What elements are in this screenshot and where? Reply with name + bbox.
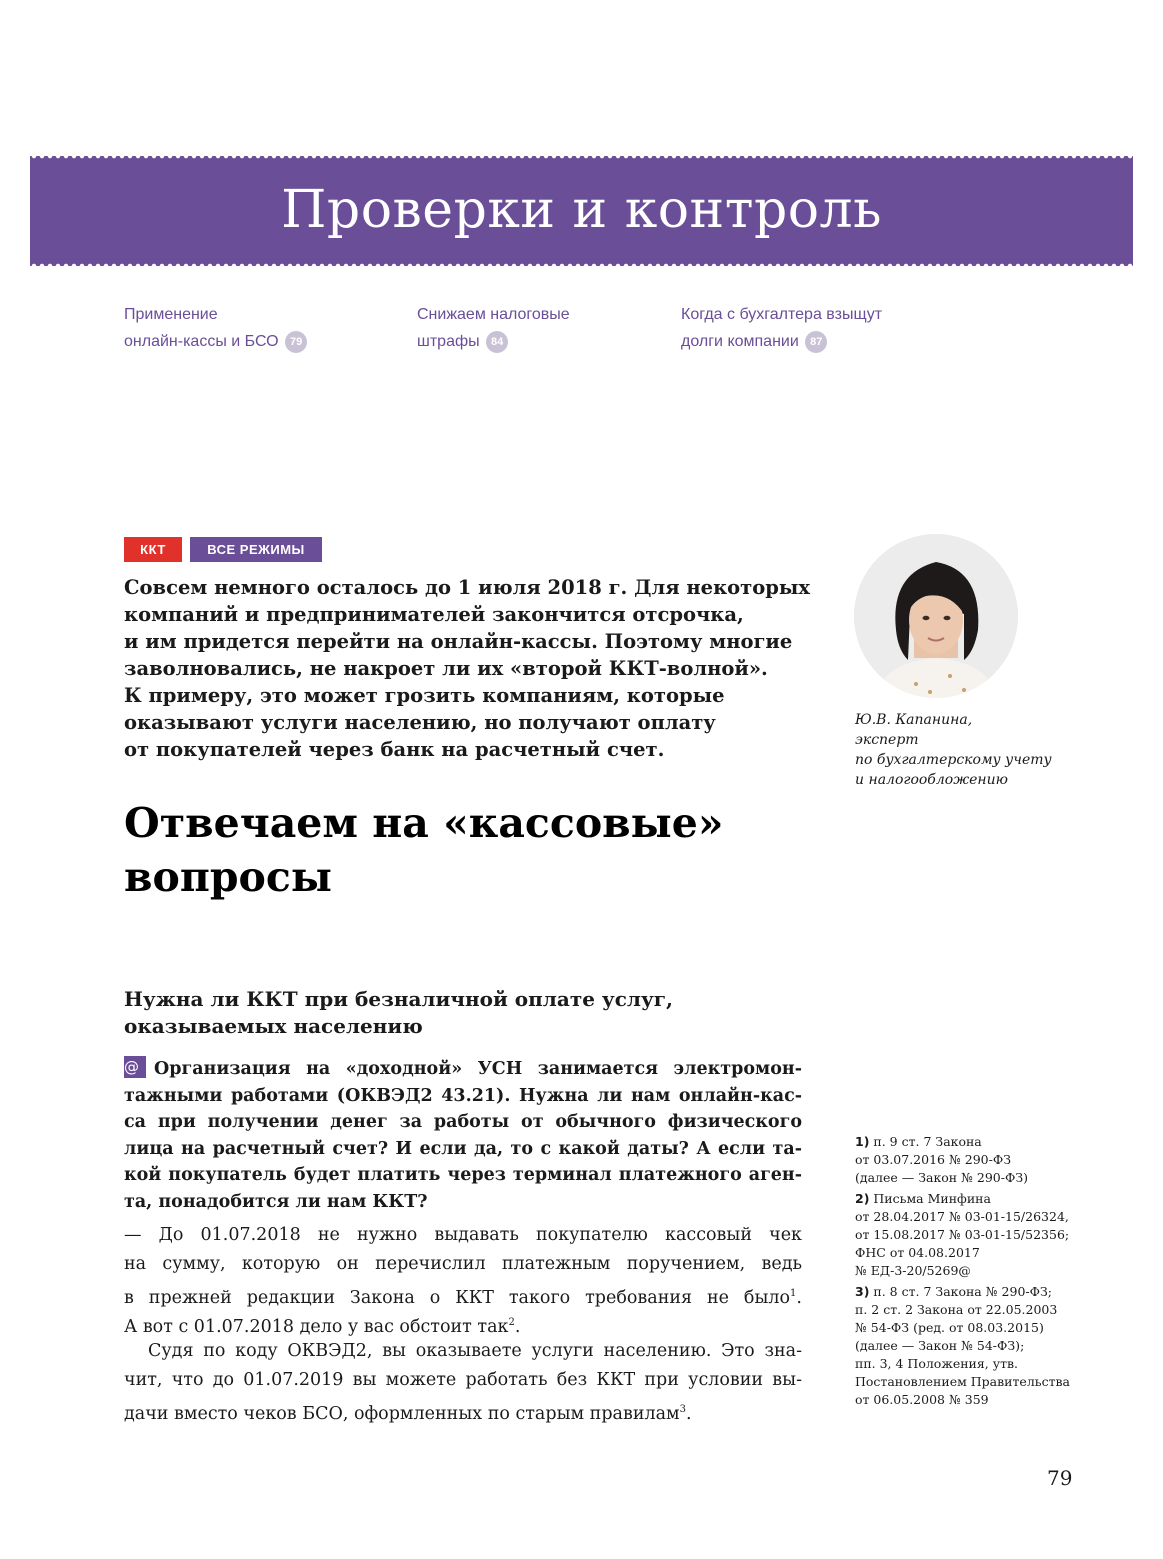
footnote-ref[interactable]: 3 xyxy=(679,1404,687,1415)
footnote-line: от 15.08.2017 № 03-01-15/52356; xyxy=(855,1227,1070,1242)
author-portrait-icon xyxy=(854,534,1018,698)
question-line: Организация на «доходной» УСН занимается электромон- xyxy=(154,1059,802,1079)
nav-link-line: Применение xyxy=(124,306,218,323)
lead-line: компаний и предпринимателей закончится отсрочка, xyxy=(124,603,744,626)
question-line: са при получении денег за работы от обычного физического xyxy=(124,1112,802,1132)
footnote xyxy=(855,1190,1095,1280)
nav-link-line: Снижаем налоговые xyxy=(417,306,570,323)
answer-line: на сумму, которую он перечислил платежным поручением, ведь xyxy=(124,1254,802,1274)
expert-answer xyxy=(124,1221,802,1424)
footnote xyxy=(855,1133,1095,1187)
author-role: эксперт xyxy=(855,732,919,748)
nav-link-line: штрафы xyxy=(417,333,480,350)
page-badge: 79 xyxy=(285,331,307,353)
reader-question xyxy=(124,1056,802,1215)
footnote-line: п. 9 ст. 7 Закона xyxy=(873,1134,982,1149)
answer-line: Судя по коду ОКВЭД2, вы оказываете услуги населению. Это зна- xyxy=(148,1341,802,1361)
answer-text: в прежней редакции Закона о ККТ такого требования не было xyxy=(124,1287,791,1308)
tag-all-modes: ВСЕ РЕЖИМЫ xyxy=(190,537,322,562)
lead-line: К примеру, это может грозить компаниям, которые xyxy=(124,684,725,707)
answer-text: А вот с 01.07.2018 дело у вас обстоит так xyxy=(124,1316,509,1337)
page-badge: 87 xyxy=(805,331,827,353)
answer-text: . xyxy=(514,1316,521,1337)
footnote-line: (далее — Закон № 54-ФЗ); xyxy=(855,1338,1025,1353)
nav-link-tax-fines[interactable] xyxy=(417,301,570,355)
footnote-line: ФНС от 04.08.2017 xyxy=(855,1245,980,1260)
lead-line: от покупателей через банк на расчетный счет. xyxy=(124,738,665,761)
author-name: Ю.В. Капанина, xyxy=(855,712,973,728)
question-line: кой покупатель будет платить через терминал платежного аген- xyxy=(124,1165,802,1185)
nav-link-accountant-debts[interactable] xyxy=(681,301,882,355)
answer-line xyxy=(124,1395,802,1424)
footnote-ref[interactable]: 1 xyxy=(790,1288,797,1299)
answer-line: чит, что до 01.07.2019 вы можете работать без ККТ при условии вы- xyxy=(124,1370,802,1390)
headline-line: вопросы xyxy=(124,853,332,901)
nav-link-line: долги компании xyxy=(681,333,799,350)
section-title: Проверки и контроль xyxy=(281,180,882,240)
author-role: по бухгалтерскому учету xyxy=(855,752,1052,768)
footnote-line: Письма Минфина xyxy=(873,1191,991,1206)
question-line: лица на расчетный счет? И если да, то с какой даты? А если та- xyxy=(124,1138,802,1159)
footnote-line: № 54-ФЗ (ред. от 08.03.2015) xyxy=(855,1320,1044,1335)
lead-line: и им придется перейти на онлайн-кассы. Поэтому многие xyxy=(124,630,793,653)
author-role: и налогообложению xyxy=(855,772,1008,788)
footnote-line: № ЕД-3-20/5269@ xyxy=(855,1263,971,1278)
question-line: та, понадобится ли нам ККТ? xyxy=(124,1191,428,1212)
footnote-line: от 28.04.2017 № 03-01-15/26324, xyxy=(855,1209,1069,1224)
nav-link-line: онлайн-кассы и БСО xyxy=(124,333,279,350)
article-headline xyxy=(124,796,824,904)
answer-line xyxy=(124,1279,802,1308)
author-caption xyxy=(855,710,1095,790)
author-photo xyxy=(854,534,1018,698)
footnote-line: от 06.05.2008 № 359 xyxy=(855,1392,989,1407)
answer-text: дачи вместо чеков БСО, оформленных по старым правилам xyxy=(124,1403,680,1424)
question-heading xyxy=(124,986,814,1040)
footnote-line: пп. 3, 4 Положения, утв. xyxy=(855,1356,1019,1371)
lead-line: Совсем немного осталось до 1 июля 2018 г. Для некоторых xyxy=(124,576,811,599)
footnote-line: п. 8 ст. 7 Закона № 290-ФЗ; xyxy=(873,1284,1052,1299)
footnote xyxy=(855,1283,1095,1409)
headline-line: Отвечаем на «кассовые» xyxy=(124,799,724,847)
page-badge: 84 xyxy=(486,331,508,353)
footnote-number: 1) xyxy=(855,1134,870,1149)
question-line: тажными работами (ОКВЭД2 43.21). Нужна ли нам онлайн-кас- xyxy=(124,1085,802,1106)
answer-line: — До 01.07.2018 не нужно выдавать покупателю кассовый чек xyxy=(124,1225,802,1245)
footnote-number: 2) xyxy=(855,1191,870,1206)
footnotes-sidebar xyxy=(855,1133,1095,1412)
email-question-icon: @ xyxy=(124,1056,146,1078)
subhead-line: Нужна ли ККТ при безналичной оплате услуг, xyxy=(124,987,674,1011)
footnote-line: от 03.07.2016 № 290-ФЗ xyxy=(855,1152,1012,1167)
nav-link-line: Когда с бухгалтера взыщут xyxy=(681,306,883,323)
tag-kkt: ККТ xyxy=(124,537,182,562)
lead-paragraph xyxy=(124,574,814,763)
footnote-line: п. 2 ст. 2 Закона от 22.05.2003 xyxy=(855,1302,1058,1317)
nav-link-online-kassa[interactable] xyxy=(124,301,307,355)
section-banner xyxy=(30,156,1133,266)
subhead-line: оказываемых населению xyxy=(124,1014,423,1038)
lead-line: заволновались, не накроет ли их «второй ККТ-волной». xyxy=(124,657,768,680)
footnote-number: 3) xyxy=(855,1284,870,1299)
lead-line: оказывают услуги населению, но получают оплату xyxy=(124,711,716,734)
footnote-line: (далее — Закон № 290-ФЗ) xyxy=(855,1170,1029,1185)
answer-line xyxy=(124,1308,802,1337)
footnote-line: Постановлением Правительства xyxy=(855,1374,1070,1389)
answer-text: . xyxy=(796,1287,802,1308)
page-number: 79 xyxy=(1047,1466,1073,1490)
answer-text: . xyxy=(686,1403,692,1424)
footnote-ref[interactable]: 2 xyxy=(508,1317,515,1328)
